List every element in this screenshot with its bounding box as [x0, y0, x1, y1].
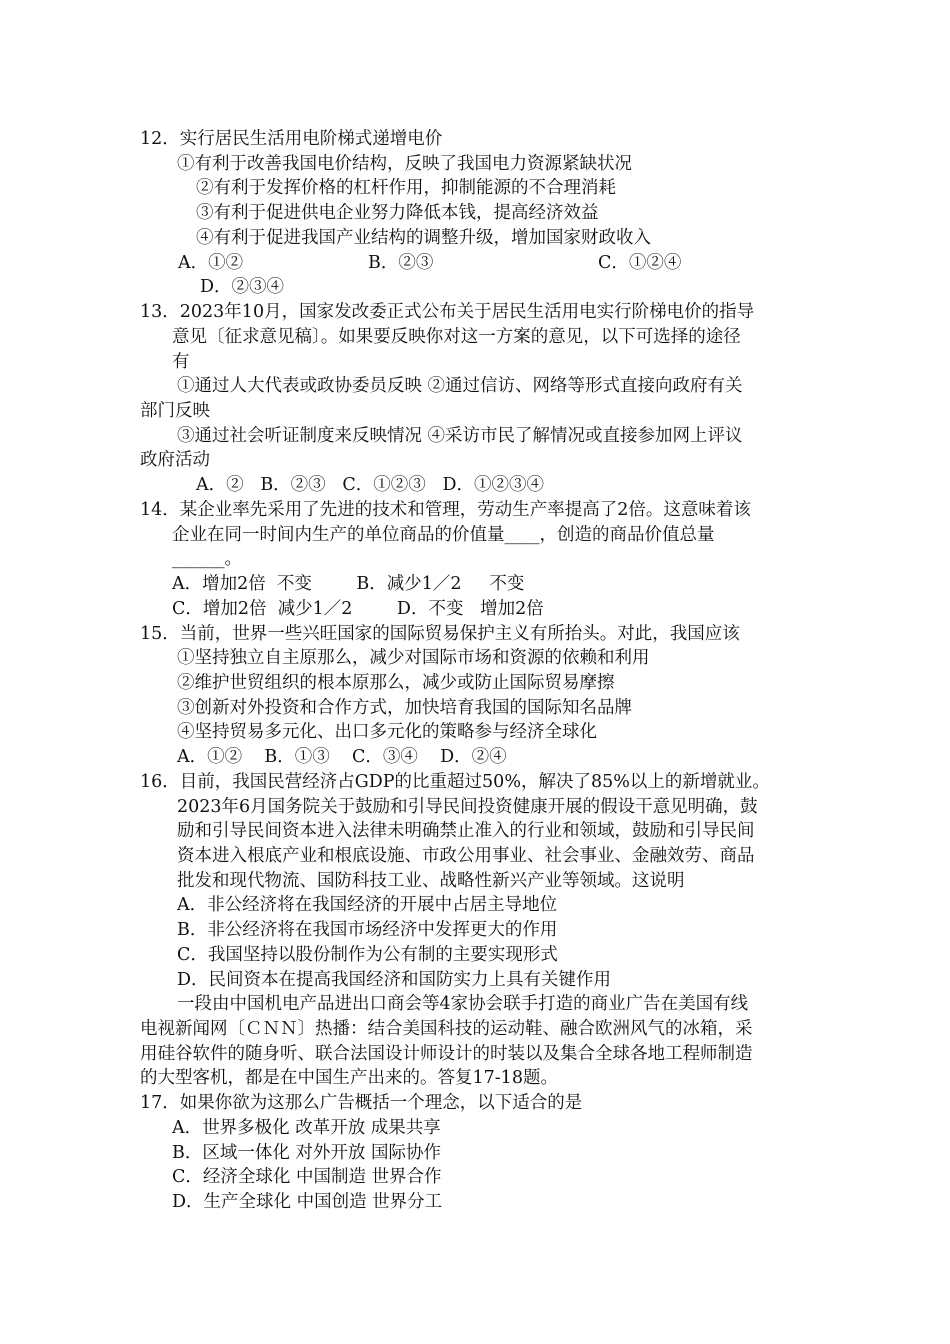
- q13-line-2: 意见〔征求意见稿〕。如果要反映你对这一方案的意见，以下可选择的途径: [172, 327, 741, 347]
- q12-option-a: A．①②: [178, 253, 244, 273]
- q17-option-b: B．区域一体化 对外开放 国际协作: [172, 1143, 441, 1163]
- q12-option-d: D．②③④: [200, 277, 285, 297]
- q12-stem: 12．实行居民生活用电阶梯式递增电价: [140, 129, 443, 149]
- q15-options: A．①② B．①③ C．③④ D．②④: [177, 747, 507, 767]
- q13-line-4: ①通过人大代表或政协委员反映 ②通过信访、网络等形式直接向政府有关: [177, 376, 743, 396]
- q12-item-4: ④有利于促进我国产业结构的调整升级，增加国家财政收入: [196, 228, 651, 248]
- q14-line-3: ______。: [172, 549, 242, 569]
- q14-line-1: 14．某企业率先采用了先进的技术和管理，劳动生产率提高了2倍。这意味着该: [140, 500, 751, 520]
- q12-item-3: ③有利于促进供电企业努力降低本钱，提高经济效益: [196, 203, 599, 223]
- q12-options: [178, 251, 818, 276]
- q13-options: A．② B．②③ C．①②③ D．①②③④: [196, 475, 544, 495]
- q13-line-6: ③通过社会听证制度来反映情况 ④采访市民了解情况或直接参加网上评议: [177, 426, 743, 446]
- q13-line-7: 政府活动: [140, 450, 210, 470]
- q12-option-c: C．①②④: [598, 253, 682, 273]
- q17-option-d: D．生产全球化 中国创造 世界分工: [172, 1192, 443, 1212]
- q16-line-1: 16．目前，我国民营经济占GDP的比重超过50%，解决了85%以上的新增就业。: [140, 772, 770, 792]
- passage-line-1: 一段由中国机电产品进出口商会等4家协会联手打造的商业广告在美国有线: [177, 994, 749, 1014]
- q15-stem: 15．当前，世界一些兴旺国家的国际贸易保护主义有所抬头。对此，我国应该: [140, 624, 740, 644]
- passage-line-3: 用硅谷软件的随身听、联合法国设计师设计的时装以及集合全球各地工程师制造: [140, 1044, 753, 1064]
- q12-item-1: ①有利于改善我国电价结构，反映了我国电力资源紧缺状况: [177, 154, 632, 174]
- q12-item-2: ②有利于发挥价格的杠杆作用，抑制能源的不合理消耗: [196, 178, 616, 198]
- q17-option-c: C．经济全球化 中国制造 世界合作: [172, 1167, 442, 1187]
- passage-line-4: 的大型客机，都是在中国生产出来的。答复17-18题。: [140, 1068, 558, 1088]
- q15-item-1: ①坚持独立自主原那么，减少对国际市场和资源的依赖和利用: [177, 648, 650, 668]
- q13-line-5: 部门反映: [140, 401, 210, 421]
- q17-stem: 17．如果你欲为这那么广告概括一个理念，以下适合的是: [140, 1093, 583, 1113]
- q14-line-2: 企业在同一时间内生产的单位商品的价值量____，创造的商品价值总量: [172, 525, 715, 545]
- q16-option-a: A．非公经济将在我国经济的开展中占居主导地位: [177, 895, 558, 915]
- q15-item-3: ③创新对外投资和合作方式，加快培育我国的国际知名品牌: [177, 698, 632, 718]
- q13-line-1: 13．2023年10月，国家发改委正式公布关于居民生活用电实行阶梯电价的指导: [140, 302, 755, 322]
- passage-line-2: 电视新闻网〔ＣＮＮ〕热播：结合美国科技的运动鞋、融合欧洲风气的冰箱，采: [140, 1019, 753, 1039]
- q14-options-row-2: C．增加2倍 减少1／2 D．不变 增加2倍: [172, 599, 544, 619]
- q16-line-3: 励和引导民间资本进入法律未明确禁止准入的行业和领域，鼓励和引导民间: [177, 821, 755, 841]
- q16-line-5: 批发和现代物流、国防科技工业、战略性新兴产业等领域。这说明: [177, 871, 685, 891]
- q16-line-2: 2023年6月国务院关于鼓励和引导民间投资健康开展的假设干意见明确，鼓: [177, 797, 758, 817]
- q16-line-4: 资本进入根底产业和根底设施、市政公用事业、社会事业、金融效劳、商品: [177, 846, 755, 866]
- q15-item-4: ④坚持贸易多元化、出口多元化的策略参与经济全球化: [177, 722, 597, 742]
- q16-option-c: C．我国坚持以股份制作为公有制的主要实现形式: [177, 945, 558, 965]
- q16-option-d: D．民间资本在提高我国经济和国防实力上具有关键作用: [177, 970, 612, 990]
- q13-line-3: 有: [172, 352, 190, 372]
- q17-option-a: A．世界多极化 改革开放 成果共享: [172, 1118, 441, 1138]
- q12-option-b: B．②③: [368, 253, 434, 273]
- q14-options-row-1: A．增加2倍 不变 B．减少1／2 不变: [172, 574, 525, 594]
- q16-option-b: B．非公经济将在我国市场经济中发挥更大的作用: [177, 920, 558, 940]
- q15-item-2: ②维护世贸组织的根本原那么，减少或防止国际贸易摩擦: [177, 673, 615, 693]
